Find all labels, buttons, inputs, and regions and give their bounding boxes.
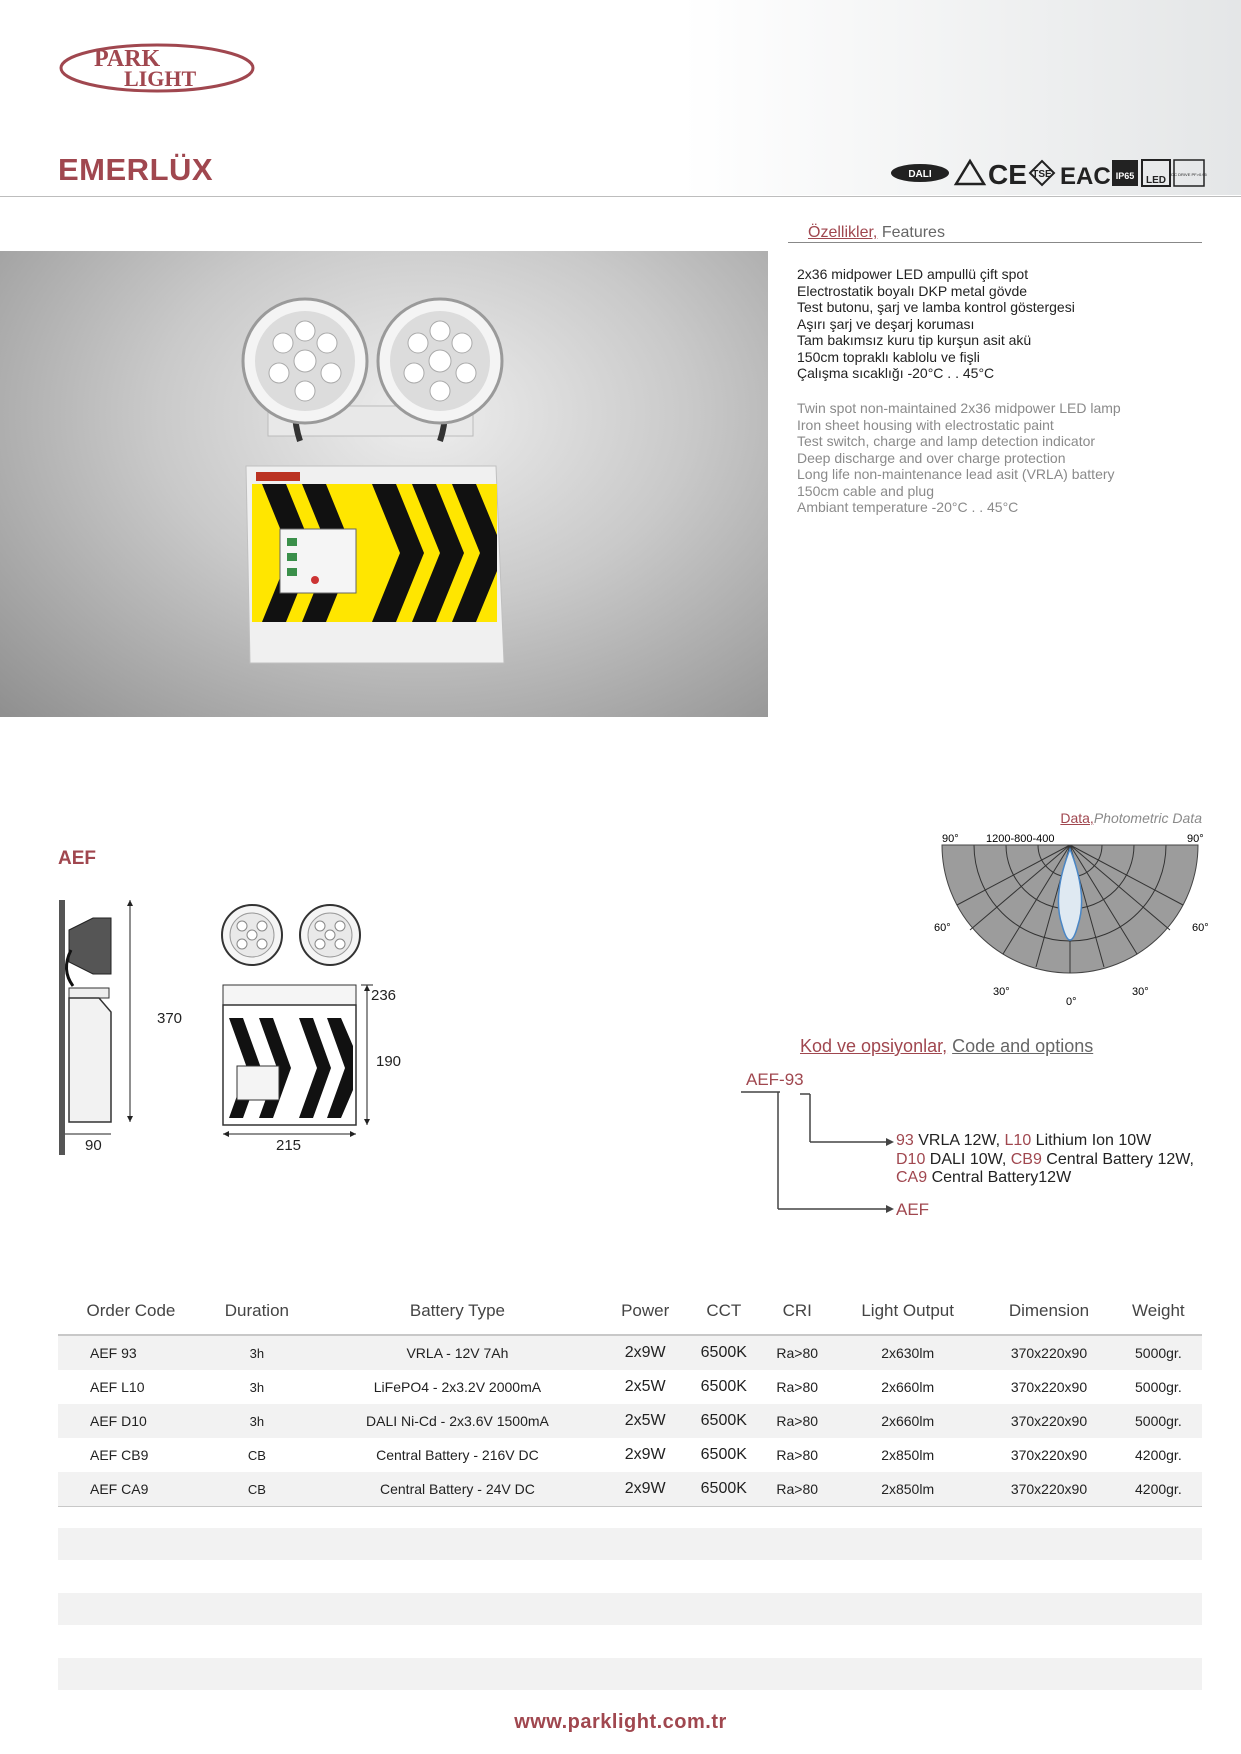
col-cri: CRI	[762, 1288, 832, 1335]
feature-en-line: 150cm cable and plug	[797, 482, 934, 499]
code-option-arrows	[740, 1090, 900, 1220]
svg-text:CE: CE	[988, 159, 1027, 190]
polar-label-top-left: 90°	[942, 833, 959, 845]
polar-label-right-30: 30°	[1132, 986, 1149, 998]
tse-icon	[1030, 161, 1054, 185]
feature-en-line: Test switch, charge and lamp detection indicator	[797, 433, 1096, 449]
polar-label-left-30: 30°	[993, 986, 1010, 998]
dim-depth: 90	[85, 1137, 102, 1154]
product-photo	[0, 251, 768, 717]
eac-icon	[1060, 163, 1111, 190]
svg-text:IP65: IP65	[1115, 171, 1135, 181]
col-duration: Duration	[204, 1288, 310, 1335]
dimension-drawings	[55, 890, 410, 1160]
spotlight-right	[378, 299, 502, 423]
dim-height: 370	[157, 1010, 183, 1027]
logo-line2: LIGHT	[124, 66, 197, 91]
photometric-heading	[1000, 810, 1202, 826]
features-heading-tr: Özellikler,	[808, 224, 878, 241]
col-cct: CCT	[685, 1288, 762, 1335]
feature-en-line: Deep discharge and over charge protection	[797, 449, 1066, 466]
front-view-drawing	[222, 905, 373, 1137]
feature-en-line: Iron sheet housing with electrostatic paint	[797, 416, 1054, 433]
feature-en-line: Twin spot non-maintained 2x36 midpower LED lamp	[797, 400, 1121, 416]
col-light-output: Light Output	[832, 1288, 983, 1335]
table-row: AEF CA9 CB Central Battery - 24V DC 2x9W 6500K Ra>80 2x850lm 370x220x90 4200gr.	[58, 1472, 1202, 1507]
code-heading-en: Code and options	[952, 1036, 1094, 1056]
polar-label-top-right: 90°	[1187, 833, 1204, 845]
col-power: Power	[605, 1288, 685, 1335]
polar-label-bottom: 0°	[1066, 996, 1077, 1008]
drawing-label: AEF	[58, 848, 96, 869]
feature-tr-line: Tam bakımsız kuru tip kurşun asit akü	[797, 332, 1032, 348]
photometric-heading-tr: Data,	[1060, 810, 1094, 826]
dim-width: 215	[276, 1137, 302, 1154]
logo-line1: PARK	[94, 46, 161, 72]
code-options-heading	[800, 1036, 1093, 1057]
table-row: AEF L10 3h LiFePO4 - 2x3.2V 2000mA 2x5W 6500K Ra>80 2x660lm 370x220x90 5000gr.	[90, 1378, 1182, 1395]
certification-icons	[890, 156, 1212, 190]
dim-lower: 190	[376, 1053, 402, 1070]
col-dimension: Dimension	[983, 1288, 1114, 1335]
features-list-tr	[797, 266, 1075, 382]
svg-text:TSE: TSE	[1032, 169, 1052, 180]
feature-tr-line: 2x36 midpower LED ampullü çift spot	[797, 266, 1029, 282]
dali-icon	[891, 164, 949, 182]
features-underline	[788, 242, 1202, 243]
code-main: AEF-93	[746, 1070, 804, 1089]
code-heading-tr: Kod ve opsiyonlar,	[800, 1036, 948, 1056]
empty-row-band	[58, 1658, 1202, 1690]
spec-table	[58, 1288, 1202, 1507]
table-row: AEF D10 3h DALI Ni-Cd - 2x3.6V 1500mA 2x5W 6500K Ra>80 2x660lm 370x220x90 5000gr.	[58, 1404, 1202, 1438]
dc-drive-icon	[1171, 160, 1207, 186]
product-title: EMERLÜX	[58, 152, 214, 187]
table-row: AEF CB9 CB Central Battery - 216V DC 2x9W 6500K Ra>80 2x850lm 370x220x90 4200gr.	[90, 1446, 1182, 1463]
side-view-drawing	[59, 900, 133, 1155]
code-option-line: 93 VRLA 12W, L10 Lithium Ion 10W	[896, 1132, 1152, 1149]
code-options-list	[896, 1132, 1194, 1188]
polar-label-right-60: 60°	[1192, 922, 1209, 934]
housing-box	[246, 466, 504, 663]
empty-row-band	[58, 1593, 1202, 1625]
empty-row-band	[58, 1528, 1202, 1560]
dim-upper: 236	[371, 987, 397, 1004]
feature-en-line: Long life non-maintenance lead asit (VRLA) battery	[797, 466, 1115, 482]
header-divider	[0, 196, 1241, 197]
table-row: AEF 93 3h VRLA - 12V 7Ah 2x9W 6500K Ra>80 2x630lm 370x220x90 5000gr.	[58, 1335, 1202, 1370]
code-option-line: D10 DALI 10W, CB9 Central Battery 12W,	[896, 1150, 1194, 1168]
spotlight-left	[243, 299, 367, 423]
col-order-code: Order Code	[58, 1288, 204, 1335]
feature-tr-line: Çalışma sıcaklığı -20°C . . 45°C	[797, 365, 995, 381]
ce-icon	[988, 159, 1027, 190]
features-heading-en: Features	[881, 224, 945, 241]
a-mark-icon	[956, 161, 984, 184]
footer-url: www.parklight.com.tr	[514, 1711, 727, 1733]
svg-text:DC DRIVE PF>0.95: DC DRIVE PF>0.95	[1171, 172, 1207, 177]
svg-text:EAC: EAC	[1060, 163, 1111, 190]
feature-tr-line: Electrostatik boyalı DKP metal gövde	[797, 282, 1028, 299]
table-header-row	[58, 1288, 1202, 1335]
led-icon	[1142, 160, 1170, 186]
feature-tr-line: 150cm topraklı kablolu ve fişli	[797, 348, 980, 365]
ip65-icon	[1112, 160, 1138, 186]
park-light-logo	[58, 42, 256, 94]
svg-text:DALI: DALI	[908, 169, 932, 180]
col-battery-type: Battery Type	[310, 1288, 605, 1335]
col-weight: Weight	[1115, 1288, 1202, 1335]
code-option-line: CA9 Central Battery12W	[896, 1169, 1072, 1186]
features-heading	[808, 224, 945, 242]
feature-tr-line: Aşırı şarj ve deşarj koruması	[797, 315, 975, 332]
photometric-heading-en: Photometric Data	[1093, 810, 1202, 826]
polar-label-left-60: 60°	[934, 922, 951, 934]
features-list-en	[797, 400, 1121, 516]
feature-tr-line: Test butonu, şarj ve lamba kontrol göstergesi	[797, 299, 1075, 315]
photometric-polar-diagram	[934, 833, 1210, 1010]
polar-label-scale: 1200-800-400	[986, 833, 1055, 845]
code-family: AEF	[896, 1200, 930, 1219]
svg-text:LED: LED	[1146, 175, 1166, 186]
feature-en-line: Ambiant temperature -20°C . . 45°C	[797, 499, 1019, 515]
